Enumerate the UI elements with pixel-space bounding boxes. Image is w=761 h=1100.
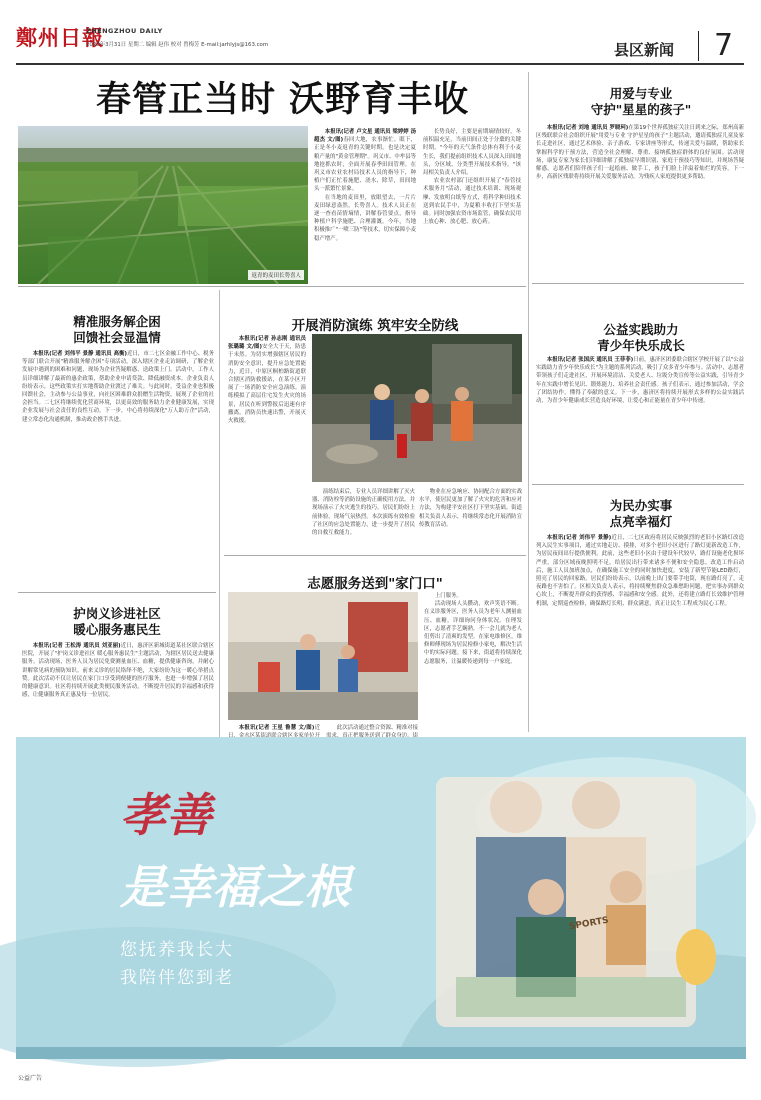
right-top-title: 用爱与专业 守护"星星的孩子" xyxy=(590,86,692,117)
ad-footer-label: 公益广告 xyxy=(18,1075,43,1082)
ad-slogan-1: 孝善 xyxy=(120,788,212,842)
ad-line-2: 我陪伴您到老 xyxy=(120,968,234,988)
masthead xyxy=(16,14,746,64)
divider-left-2 xyxy=(18,592,216,593)
column-divider-left xyxy=(219,290,220,746)
column-divider-right xyxy=(528,72,529,732)
story6-col2: 此次活动通过整合资源、精准对接 xyxy=(336,725,418,731)
main-photo xyxy=(18,126,308,284)
issue-meta: 2026年3月31日 星期二 编辑 赵伟 校对 曾梅芳 E-mail:jarhlyjs@163.com xyxy=(86,42,269,48)
divider-upper xyxy=(18,286,526,287)
story4-title: 公益实践助力 青少年快乐成长 xyxy=(597,322,685,353)
story6-photo xyxy=(228,592,418,720)
wheat-field-image xyxy=(18,126,308,284)
masthead-rule xyxy=(16,63,744,65)
divider-right-2 xyxy=(532,484,744,485)
story5-body: 本报讯(记者 王松涛 通讯员 刘亚丽)近日，惠济区新城街道某社区联合辖区医院，开展了"护岗义诊进社区 暖心服务惠民生"主题活动，为辖区居民送去健康服务。活动现场，医务人员为居民免费测量血压、血糖，提供健康咨询，并耐心讲解常见病的预防知识。前来义诊的居民络绎不绝，大家纷纷为这一暖心举措点赞。此次活动不仅让居民在家门口享受到便捷的医疗服务，也进一步增强了居民的健康意识。社区将持续开展此类便民服务活动，不断提升居民的幸福感和获得感，让健康服务真正惠及每一位居民。 xyxy=(22,643,214,699)
main-story-col2: 长势良好，主要是前期墒情较好，冬前积温充足，当前田间正处于分蘖的关键时期。"今年的天气条件总体有利于小麦生长，我们提前组织技术人员深入田间地头，分区域、分类型开展技术指导。"该局相关负责人介绍。 农业农村部门还组织开展了"春管技术服务月"活动，通过技术培训、现场观摩、发放明白纸等方式，将科学种田技术送到农民手中，为夏粮丰收打下坚实基础。同时加强农资市场监管，确保农民用上放心种、放心肥、放心药。 xyxy=(423,129,521,226)
story2-title: 精准服务解企困 回馈社会显温情 xyxy=(73,314,161,345)
ad-line-1: 您抚养我长大 xyxy=(120,940,234,960)
story2-body: 本报讯(记者 刘伟平 景静 通讯员 高衡)近日，市二七区金融工作中心、税务等部门联合开展"精准服务解企困"专项活动，深入辖区企业走访调研，了解企业发展中遇到的困难和问题，现场为企业答疑解惑、送政策上门。活动中，工作人员详细讲解了最新的惠企政策，帮助企业申请贷款、降低融资成本。企业负责人纷纷表示，这些政策实打实地帮助企业渡过了难关。与此同时，受益企业也积极回馈社会，主动参与公益事业，向社区困难群众捐赠生活物资，展现了企业的社会担当。二七区将继续优化营商环境，以更高效的服务助力企业健康发展，实现企业发展与社会责任的良性互动。下一步，中心将持续深化"万人助万企"活动，建立常态化沟通机制，推动政企携手共进。 xyxy=(22,351,214,423)
section-divider xyxy=(698,31,699,61)
main-story-byline: 本报讯(记者 卢文星 通讯员 梁婷婷 汤超杰 文/图) xyxy=(314,129,416,144)
ad-slogan-2: 是幸福之根 xyxy=(120,860,350,914)
story5-title: 护岗义诊进社区 暖心服务惠民生 xyxy=(73,606,161,637)
main-headline: 春管正当时 沃野育丰收 xyxy=(96,79,470,120)
story6-col3: 上门服务。 活动现场人头攒动，欢声笑语不断。在义诊服务区，医务人员为老年人测量血压、血糖，详细询问身体状况。在理发区，志愿者手艺娴熟，不一会儿就为老人们剪出了清爽的发型。在家电维修区，维修师傅现场为居民检修小家电，解决生活中的实际问题。接下来，街道将持续深化志愿服务，让温暖传递到每一户家庭。 xyxy=(424,593,522,665)
divider-mid xyxy=(224,555,526,556)
fire-drill-image xyxy=(312,334,522,482)
volunteer-service-image xyxy=(228,592,418,720)
newspaper-logo: 鄭州日報 xyxy=(16,25,104,50)
section-name: 县区新闻 xyxy=(614,41,675,59)
story3-col3: 物业在应急响应、协同配合方面的实战水平，使居民更加了解了火灾的危害和应对方法，为构建平安社区打下坚实基础。街道相关负责人表示，将继续常态化开展消防宣传教育活动。 xyxy=(419,489,522,528)
story3-col1: 本报讯(记者 孙志刚 通讯员 张璐璐 文/图)安全大于天，防患于未然。为切实增强辖区居民的消防安全意识，提升应急处置能力，近日，中原区桐柏路街道联合辖区消防救援站，在某小区开展了一场消防安全应急演练。演练模拟了高层住宅发生火灾的场景，居民在听到警报后迅速有序撤离，消防员快速出警，开展灭火救援。 xyxy=(228,336,306,425)
story3-title: 开展消防演练 筑牢安全防线 xyxy=(291,318,459,334)
main-photo-caption: 返青的麦田长势喜人 xyxy=(248,270,304,280)
story6-title: 志愿服务送到"家门口" xyxy=(307,576,443,592)
main-story-col1: 本报讯(记者 卢文星 通讯员 梁婷婷 汤超杰 文/图)春回大地，农事渐忙。眼下，正是冬小麦返青的关键时期，也是决定夏粮产量的"黄金管理期"。巩义市、中牟县等地抢抓农时，全面开展春季田间管理。在巩义市农业农村局技术人员的指导下，种植户们正忙着施肥、浇水、除草，田间地头一派繁忙景象。 在当地的麦田里，放眼望去，一片片麦田绿意盎然，长势喜人。技术人员正在逐一查看苗情墒情，讲解春管要点，指导种植户科学施肥、合理灌溉。今年，当地积极推广"一喷三防"等技术，切实保障小麦稳产增产。 xyxy=(314,129,416,242)
story6-col1: 本报讯(记者 王星 鲁慧 文/图)近 xyxy=(238,725,320,731)
story3-photo xyxy=(312,334,522,482)
story4-body: 本报讯(记者 张国庆 通讯员 王菲菲)日前，惠济区团委联合辖区学校开展了以"公益实践助力青少年快乐成长"为主题的系列活动，吸引了众多青少年参与。活动中，志愿者带领孩子们走进社区，开展环境清洁、关爱老人、垃圾分类宣传等公益实践，引导青少年在实践中增长见识、锻炼能力、培养社会责任感。孩子们表示，通过参加活动，学会了团结协作，懂得了奉献的意义。下一步，惠济区将持续开展形式多样的公益实践活动，为青少年健康成长营造良好环境，让爱心和正能量在青少年中传递。 xyxy=(536,357,744,405)
story7-body: 本报讯(记者 刘伟平 景静)近日，二七区政府将居民反映强烈的老旧小区路灯改造列入民生实事项目，通过实地走访、摸排，对多个老旧小区进行了路灯更新改造工作，为居民夜间出行提供便利。此前，这些老旧小区由于建设年代较早，路灯设施老化损坏严重，部分区域夜晚照明不足，给居民出行带来诸多不便和安全隐患。改造工作启动后，施工人员加班加点，在确保施工安全的同时加快进度，安装了新型节能LED路灯，照亮了居民的回家路。居民们纷纷表示，以前晚上出门要带手电筒，现在路灯亮了，走夜路也不害怕了。区相关负责人表示，将持续聚焦群众急难愁盼问题，把实事办到群众心坎上，不断提升群众的获得感、幸福感和安全感。此外，还将建立路灯长效维护管理机制，定期巡查检修，确保路灯长明、群众满意，真正让民生工程成为民心工程。 xyxy=(536,535,744,607)
page-number: 7 xyxy=(714,28,734,63)
story7-title: 为民办实事 点亮幸福灯 xyxy=(609,498,673,529)
newspaper-en-name: ZHENGZHOU DAILY xyxy=(86,27,163,35)
story3-col2: 演练结束后，专业人员详细讲解了灭火器、消防栓等消防设施的正确使用方法，并现场演示了火灾逃生的技巧。居民们纷纷上前体验，现场气氛热烈。本次演练有效检验了社区的应急处置能力，进一步提升了居民的自救互救能力。 xyxy=(312,489,415,537)
sports-sign: SPORTS xyxy=(568,915,610,933)
divider-right-1 xyxy=(532,283,744,284)
public-service-ad xyxy=(16,737,746,1059)
right-top-body: 本报讯(记者 刘地 通讯员 罗晓珂)在第19个世界孤独症关注日到来之际，郑州高新区残联联合社会组织开展"用爱与专业 守护星星的孩子"主题活动，邀请孤独症儿童及家长走进社区，通过艺术体验、亲子游戏、专家讲座等形式，传递关爱与温暖，帮助家长掌握科学的干预方法，营造全社会理解、尊重、接纳孤独症群体的良好氛围。活动现场，康复专家为家长们详细讲解了孤独症早期识别、家庭干预技巧等知识，并现场答疑解惑。志愿者们陪伴孩子们一起绘画、做手工，孩子们脸上洋溢着灿烂的笑容。下一步，高新区残联将持续开展关爱服务活动，为残疾人家庭提供更多帮助。 xyxy=(536,125,744,181)
family-illustration xyxy=(396,747,726,1047)
